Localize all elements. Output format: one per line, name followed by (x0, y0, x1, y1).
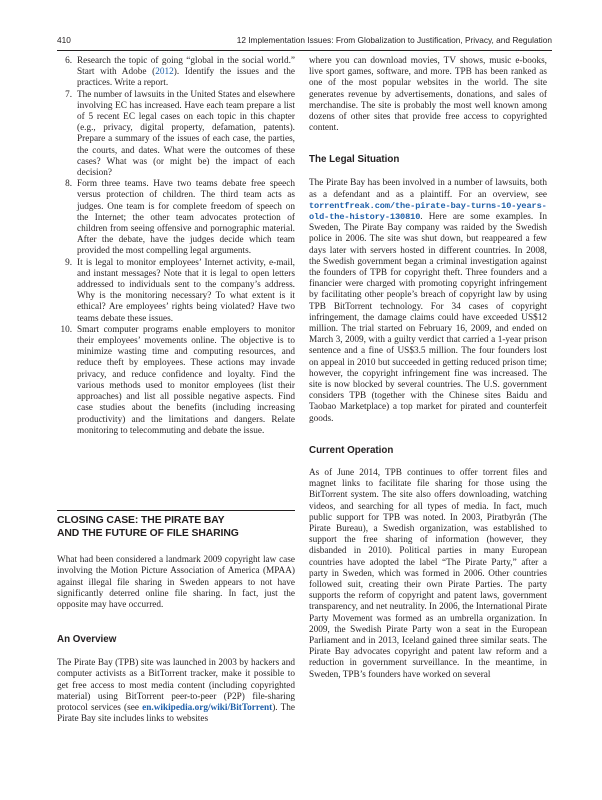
citation-link[interactable]: 2012 (155, 67, 174, 78)
exercise-number: 10. (60, 324, 72, 335)
exercise-item (57, 90, 295, 180)
exercise-item (57, 258, 295, 325)
legal-situation-heading: The Legal Situation (309, 154, 400, 166)
page-number: 410 (57, 35, 71, 45)
exercise-text: ). Identify the issues and the practices. Write a report. (77, 67, 295, 89)
torrentfreak-link[interactable]: torrentfreak.com/the-pirate-bay-turns-10-years-old-the-history-130810 (309, 200, 547, 223)
exercise-text: Research the topic of going “global in the social world.” Start with Adobe ( (77, 56, 295, 78)
intro-paragraph: What had been considered a landmark 2009 copyright law case involving the Motion Picture Association of America (MPAA) against illegal file sharing in Sweden appears to not have significantly deterred online file sharing. In fact, just the opposite may have occurred. (57, 555, 295, 610)
running-header (57, 32, 552, 48)
exercise-number: 8. (65, 179, 72, 190)
exercise-text: It is legal to monitor employees’ Internet activity, e-mail, and instant messages? Note that it is legal to open letters addressed to individuals sent to the company’s address. Why is the monitoring necessary? To what extent is it ethical? Are employees’ rights being violated? Have two teams debate these issues. (77, 257, 295, 324)
exercise-item (57, 179, 295, 257)
exercise-text: Form three teams. Have two teams debate free speech versus protection of children. The third team acts as judges. One team is for complete freedom of speech on the Internet; the other team advocates protection of children from seeing offensive and pornographic material. After the debate, have the judges decide which team provided the most compelling legal arguments. (77, 179, 295, 257)
exercise-item (57, 56, 295, 90)
overview-paragraph (57, 658, 295, 725)
continuation-paragraph: where you can download movies, TV shows, music e-books, live sport games, software, and more. TPB has been ranked as one of the most popular websites in the world. The site generates revenue by advertisements, donations, and sales of merchandise. The site is probably the most well known among dozens of other sites that provide free access to copyrighted content. (309, 56, 547, 134)
legal-text: . Here are some examples. In Sweden, The Pirate Bay company was raided by the Swedish police in 2006. The site was shut down, but reappeared a few days later with servers hosted in different countries. In 2008, the Swedish government began a criminal investigation against the founders of TPB for copyright theft. Three founders and a financier were charged with promoting copyright infringement by facilitating other people’s breach of copyright law by using TPB BitTorrent technology. For 34 cases of copyright infringement, the damage claims could have exceeded US$12 million. The trial started on February 16, 2009, and ended on March 3, 2009, with a guilty verdict that carried a 1-year prison sentence and a fine of US$3.5 million. The four founders lost on appeal in 2010 but succeeded in getting reduced prison time; however, the copyright infringement fine was increased. The site is now blocked by several countries. The U.S. government considers TPB (together with the Chinese sites Baidu and Taobao Marketplace) a top market for pirated and counterfeit goods. (309, 212, 547, 424)
bittorrent-link[interactable]: en.wikipedia.org/wiki/BitTorrent (142, 702, 273, 713)
exercise-list (57, 56, 295, 437)
legal-text: The Pirate Bay has been involved in a number of lawsuits, both as a defendant and as a plaintiff. For an overview, see (309, 178, 547, 200)
overview-text: ). The Pirate Bay site includes links to websites (57, 702, 296, 725)
right-column (309, 56, 547, 681)
operation-paragraph: As of June 2014, TPB continues to offer torrent files and magnet links to facilitate file sharing for those using the BitTorrent system. The site also offers downloading, watching videos, and searching for all types of media. In fact, much public support for TPB was noted. In 2003, Piratbyrån (The Pirate Bureau), a Swedish organization, was established to support the free sharing of information (however, they disbanded in 2010). Political parties in many European countries have adopted the label “The Pirate Party,” after a party in Sweden, which was formed in 2006. Other countries followed suit, creating their own Pirate Parties. The party supports the reform of copyright and patent laws, government transparency, and net neutrality. In 2006, the International Pirate Party Movement was formed as an umbrella organization. In 2009, the Swedish Pirate Party won a seat in the European Parliament and in 2013, Iceland gained three similar seats. The Pirate Bay advocates copyright and patent law reform and a reduction in government surveillance. In the meantime, in Sweden, TPB’s founders have worked on several (309, 467, 547, 680)
case-divider (57, 510, 295, 511)
exercise-number: 7. (65, 89, 72, 100)
exercise-text: The number of lawsuits in the United States and elsewhere involving EC has increased. Have each team prepare a list of 5 recent EC legal cases on each topic in this chapter (e.g., privacy, digital property, defamation, patents). Prepare a summary of the issues of each case, the parties, the courts, and dates. What were the outcomes of these cases? What was (or might be) the impact of each decision? (77, 89, 295, 179)
exercise-text: Smart computer programs enable employers to monitor their employees’ movements online. The objective is to minimize wasting time and computing resources, and reduce theft by employees. These actions may invade privacy, and reduce confidence and loyalty. Find the various methods used to monitor employees (list their approaches) and list all possible negative aspects. Find case studies about the benefits (including increasing productivity) and the limitations and dangers. Relate monitoring to telecommuting and debate the issue. (77, 324, 295, 436)
header-rule (57, 50, 552, 51)
closing-case-title (57, 515, 295, 540)
overview-heading: An Overview (57, 634, 117, 646)
left-column (57, 56, 295, 725)
running-title: 12 Implementation Issues: From Globalization to Justification, Privacy, and Regulation (236, 35, 552, 45)
exercise-number: 6. (65, 56, 72, 66)
exercise-item (57, 325, 295, 437)
exercise-number: 9. (65, 257, 72, 268)
overview-text: The Pirate Bay (TPB) site was launched in 2003 by hackers and computer activists as a BitTorrent tracker, make it possible to get free access to most media content (including copyrighted material) using BitTorrent peer-to-peer (P2P) file-sharing protocol services (see (57, 658, 295, 713)
current-operation-heading: Current Operation (309, 444, 394, 456)
legal-paragraph (309, 178, 547, 424)
closing-case-title-line: CLOSING CASE: THE PIRATE BAY (57, 514, 225, 526)
closing-case-title-line: AND THE FUTURE OF FILE SHARING (57, 527, 239, 539)
